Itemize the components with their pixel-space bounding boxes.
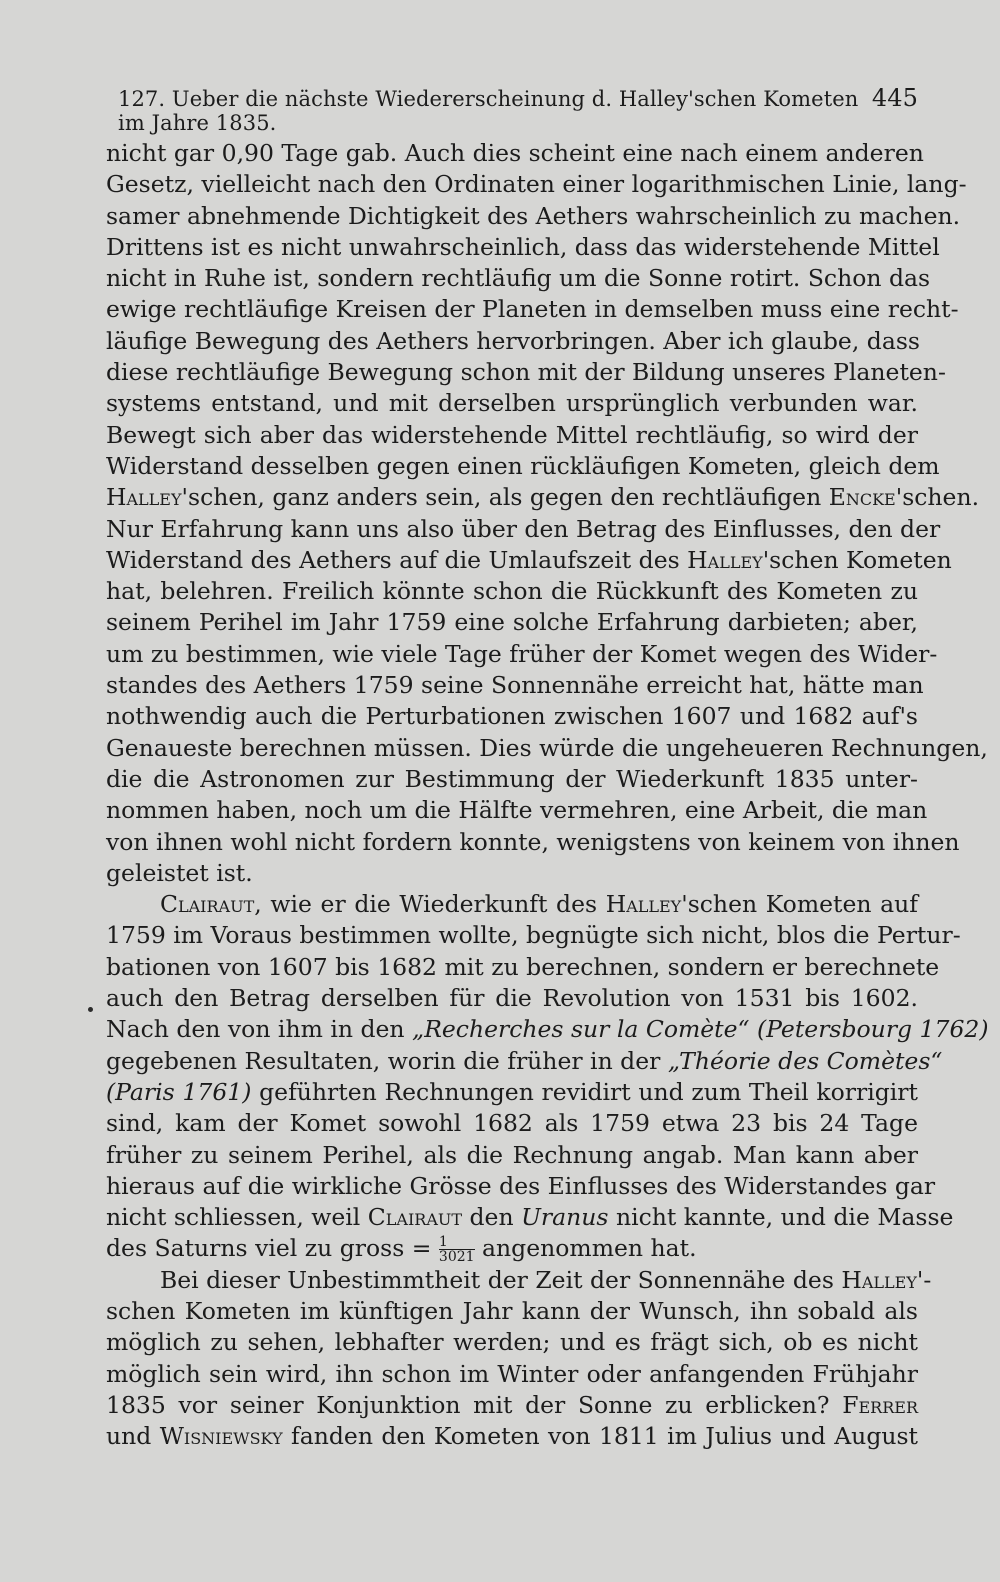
text-segment: Nur Erfahrung kann uns also über den Betrag des Einflusses, den der [106, 514, 941, 543]
text-line [106, 1327, 918, 1358]
text-segment: seinem Perihel im Jahr 1759 eine solche Erfahrung darbieten; aber, [106, 608, 918, 637]
text-segment: läufige Bewegung des Aethers hervorbringen. Aber ich glaube, dass [106, 326, 920, 355]
text-line [106, 670, 924, 701]
text-segment: ewige rechtläufige Kreisen der Planeten in demselben muss eine recht- [106, 295, 959, 324]
text-line [106, 1202, 954, 1233]
text-line [106, 733, 988, 764]
text-line [106, 1171, 936, 1202]
text-line [106, 795, 928, 826]
fraction [439, 1235, 475, 1264]
text-segment: Widerstand desselben gegen einen rückläufigen Kometen, gleich dem [106, 451, 940, 480]
italic-text: „Recherches sur la Comète“ (Petersbourg 1762) [412, 1015, 989, 1044]
text-line [106, 920, 961, 951]
text-line [106, 357, 946, 388]
text-segment: geführten Rechnungen revidirt und zum Theil korrigirt [251, 1077, 918, 1106]
italic-text: Uranus [521, 1203, 609, 1232]
text-line [106, 514, 941, 545]
running-title: 127. Ueber die nächste Wiedererscheinung d. Halley'schen Kometen im Jahre 1835. [118, 87, 859, 135]
text-line [106, 1421, 918, 1452]
text-line [106, 1014, 989, 1045]
name-small-caps: Ferrer [842, 1390, 918, 1419]
name-small-caps: Encke [828, 483, 896, 512]
text-line [106, 138, 924, 169]
page-number: 445 [871, 84, 918, 112]
text-segment: den [462, 1203, 522, 1232]
text-segment: Genaueste berechnen müssen. Dies würde die ungeheueren Rechnungen, [106, 733, 988, 762]
text-segment: Widerstand des Aethers auf die Umlaufszeit des [106, 545, 688, 574]
text-segment: geleistet ist. [106, 858, 253, 887]
text-segment: hieraus auf die wirkliche Grösse des Einflusses des Widerstandes gar [106, 1171, 936, 1200]
text-segment: 1759 im Voraus bestimmen wollte, begnügte sich nicht, blos die Pertur- [106, 921, 961, 950]
text-line [106, 294, 959, 325]
text-segment: nicht in Ruhe ist, sondern rechtläufig um die Sonne rotirt. Schon das [106, 264, 931, 293]
text-segment: , wie er die Wiederkunft des [254, 890, 606, 919]
text-segment: Gesetz, vielleicht nach den Ordinaten einer logarithmischen Linie, lang- [106, 170, 967, 199]
text-line [106, 764, 918, 795]
text-segment: Bewegt sich aber das widerstehende Mittel rechtläufig, so wird der [106, 420, 918, 449]
text-segment: schen Kometen im künftigen Jahr kann der Wunsch, ihn sobald als [106, 1296, 918, 1325]
text-line [106, 701, 918, 732]
text-line [106, 232, 940, 263]
text-line [106, 1233, 918, 1264]
text-line [106, 326, 918, 357]
body-text [106, 138, 989, 1452]
name-small-caps: Clairaut [367, 1203, 463, 1232]
text-line [106, 983, 918, 1014]
text-line [106, 1390, 918, 1421]
text-segment: auch den Betrag derselben für die Revolution von 1531 bis 1602. [106, 984, 918, 1013]
name-small-caps: Wisniewsky [159, 1422, 283, 1451]
italic-text: (Paris 1761) [106, 1077, 252, 1106]
text-segment: standes des Aethers 1759 seine Sonnennähe erreicht hat, hätte man [106, 671, 924, 700]
text-segment: 'schen. [895, 483, 980, 512]
text-line [106, 388, 918, 419]
text-segment: die die Astronomen zur Bestimmung der Wiederkunft 1835 unter- [106, 764, 918, 793]
text-line [106, 607, 918, 638]
text-segment: des Saturns viel zu gross = [106, 1234, 439, 1263]
text-segment: 'schen Kometen auf [681, 890, 918, 919]
text-segment: und [106, 1422, 160, 1451]
text-segment: 'schen, ganz anders sein, als gegen den rechtläufigen [181, 483, 829, 512]
text-segment: bationen von 1607 bis 1682 mit zu berechnen, sondern er berechnete [106, 952, 940, 981]
text-segment: angenommen hat. [474, 1234, 697, 1263]
text-line [106, 889, 918, 920]
text-line [106, 545, 952, 576]
text-line [106, 576, 918, 607]
text-line [106, 952, 940, 983]
text-segment: möglich zu sehen, lebhafter werden; und es frägt sich, ob es nicht [106, 1328, 918, 1357]
text-line [106, 858, 918, 889]
text-segment: fanden den Kometen von 1811 im Julius und August [282, 1422, 918, 1451]
name-small-caps: Halley [605, 890, 682, 919]
name-small-caps: Halley [687, 545, 763, 574]
text-line [106, 1140, 918, 1171]
text-line [106, 201, 961, 232]
text-segment: nicht kannte, und die Masse [608, 1203, 954, 1232]
text-segment: nicht gar 0,90 Tage gab. Auch dies scheint eine nach einem anderen [106, 139, 924, 167]
name-small-caps: Clairaut [160, 890, 255, 919]
text-segment: Nach den von ihm in den [106, 1015, 413, 1044]
text-line [106, 1296, 918, 1327]
text-segment: 'schen Kometen [762, 545, 952, 574]
text-segment: nothwendig auch die Perturbationen zwischen 1607 und 1682 auf's [106, 702, 918, 731]
fraction-numerator: 1 [439, 1235, 475, 1250]
fraction-denominator: 3021 [438, 1249, 475, 1266]
text-segment: samer abnehmende Dichtigkeit des Aethers wahrscheinlich zu machen. [106, 201, 961, 230]
text-line [106, 639, 938, 670]
text-line [106, 1108, 918, 1139]
text-segment: 1835 vor seiner Konjunktion mit der Sonne zu erblicken? [106, 1390, 843, 1419]
text-line [106, 1265, 932, 1296]
text-segment: nicht schliessen, weil [106, 1203, 368, 1232]
text-segment: früher zu seinem Perihel, als die Rechnung angab. Man kann aber [106, 1140, 918, 1169]
text-line [106, 451, 940, 482]
text-segment: gegebenen Resultaten, worin die früher in der [106, 1046, 668, 1075]
name-small-caps: Halley [841, 1265, 917, 1294]
text-segment: möglich sein wird, ihn schon im Winter oder anfangenden Frühjahr [106, 1359, 918, 1388]
text-line [106, 827, 960, 858]
text-segment: von ihnen wohl nicht fordern konnte, wenigstens von keinem von ihnen [106, 827, 960, 856]
text-line [106, 263, 931, 294]
text-segment: nommen haben, noch um die Hälfte vermehren, eine Arbeit, die man [106, 796, 928, 825]
text-line [106, 169, 967, 200]
text-line [106, 1359, 918, 1390]
text-line [106, 1046, 943, 1077]
text-segment: sind, kam der Komet sowohl 1682 als 1759 etwa 23 bis 24 Tage [106, 1109, 918, 1138]
text-line [106, 420, 918, 451]
text-segment: Drittens ist es nicht unwahrscheinlich, dass das widerstehende Mittel [106, 232, 940, 261]
text-segment: systems entstand, und mit derselben ursprünglich verbunden war. [106, 389, 918, 418]
italic-text: „Théorie des Comètes“ [667, 1046, 943, 1075]
text-segment: hat, belehren. Freilich könnte schon die Rückkunft des Kometen zu [106, 577, 918, 606]
running-header [118, 84, 918, 135]
text-segment: um zu bestimmen, wie viele Tage früher der Komet wegen des Wider- [106, 639, 938, 668]
margin-mark [88, 1007, 93, 1012]
text-segment: diese rechtläufige Bewegung schon mit der Bildung unseres Planeten- [106, 358, 946, 387]
text-segment: Bei dieser Unbestimmtheit der Zeit der Sonnennähe des [160, 1265, 842, 1294]
text-line [106, 482, 980, 513]
text-line [106, 1077, 918, 1108]
name-small-caps: Halley [106, 483, 182, 512]
text-segment: '- [916, 1265, 932, 1294]
